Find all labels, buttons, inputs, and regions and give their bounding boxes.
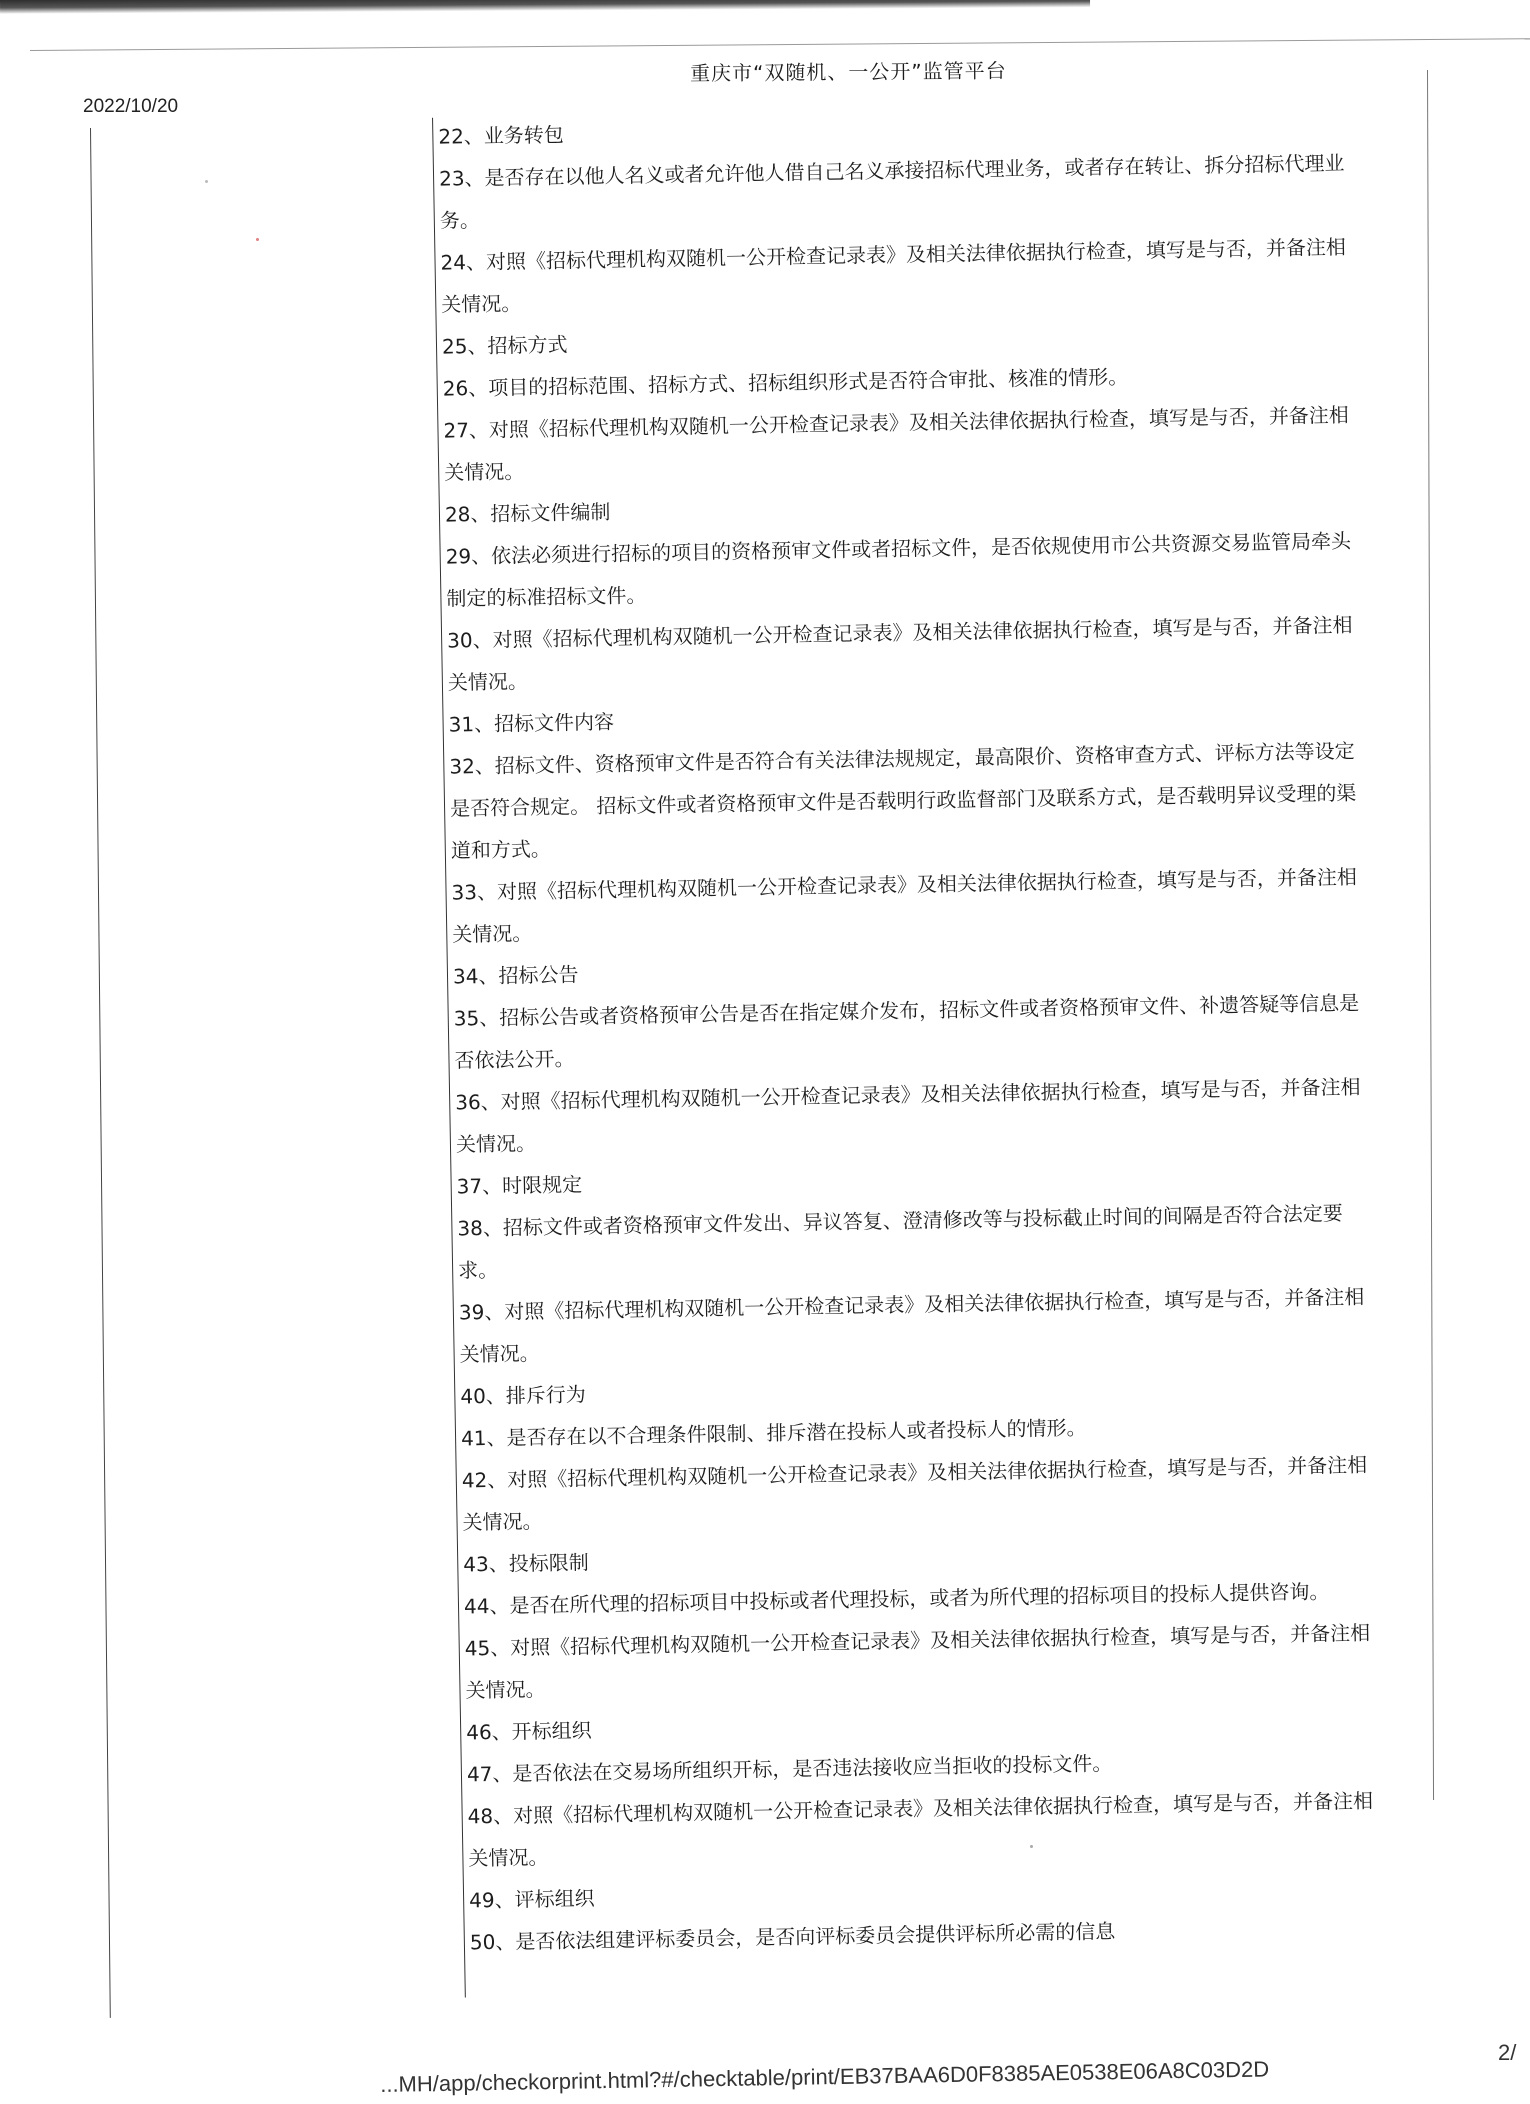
text-line: 38、招标文件或者资格预审文件发出、异议答复、澄清修改等与投标截止时间的间隔是否符合法定要 [457,1201,1343,1241]
text-line: 43、投标限制 [463,1550,589,1577]
text-line: 44、是否在所代理的招标项目中投标或者代理投标，或者为所代理的招标项目的投标人提供咨询。 [463,1579,1330,1619]
text-line: 28、招标文件编制 [444,499,611,527]
text-line: 34、招标公告 [452,962,579,989]
speck [205,180,208,183]
checklist-text [420,98,1470,1963]
text-line: 求。 [457,1257,499,1283]
text-line: 关情况。 [447,669,529,695]
text-line: 关情况。 [441,291,522,317]
text-line: 42、对照《招标代理机构双随机一公开检查记录表》及相关法律依据执行检查，填写是与否，并备注相 [461,1452,1368,1493]
text-line: 关情况。 [465,1677,546,1703]
text-line: 务。 [439,207,481,233]
text-line: 49、评标组织 [468,1886,595,1913]
print-date: 2022/10/20 [83,96,179,117]
page-title: 重庆市“双随机、一公开”监管平台 [689,58,1007,86]
speck [256,238,259,241]
text-line: 是否符合规定。 招标文件或者资格预审文件是否载明行政监督部门及联系方式，是否载明异议受理的渠 [449,780,1357,821]
text-line: 关情况。 [455,1131,537,1157]
text-line: 25、招标方式 [441,332,568,359]
text-line: 关情况。 [444,459,525,485]
text-line: 27、对照《招标代理机构双随机一公开检查记录表》及相关法律依据执行检查，填写是与否，并备注相 [443,402,1350,443]
text-line: 关情况。 [452,921,533,947]
text-line: 23、是否存在以他人名义或者允许他人借自己名义承接招标代理业务，或者存在转让、拆分招标代理业 [438,150,1345,191]
text-line: 道和方式。 [450,836,552,863]
text-line: 关情况。 [462,1509,543,1535]
text-line: 50、是否依法组建评标委员会，是否向评标委员会提供评标所必需的信息 [469,1919,1116,1955]
text-line: 24、对照《招标代理机构双随机一公开检查记录表》及相关法律依据执行检查，填写是与否，并备注相 [440,234,1347,275]
header-divider [30,38,1530,51]
text-line: 37、时限规定 [456,1172,583,1199]
text-line: 否依法公开。 [454,1046,575,1073]
text-line: 22、业务转包 [438,122,565,149]
scan-top-edge [0,0,1090,14]
text-line: 关情况。 [459,1341,540,1367]
speck [1030,1845,1033,1848]
text-line: 制定的标准招标文件。 [446,583,647,611]
footer-url: ...MH/app/checkorprint.html?#/checktable/print/EB37BAA6D0F8385AE0538E06A8C03D2D [380,2056,1270,2097]
text-line: 36、对照《招标代理机构双随机一公开检查记录表》及相关法律依据执行检查，填写是与否，并备注相 [455,1074,1361,1115]
text-line: 35、招标公告或者资格预审公告是否在指定媒介发布，招标文件或者资格预审文件、补遗答疑等信息是 [453,990,1360,1031]
text-line: 45、对照《招标代理机构双随机一公开检查记录表》及相关法律依据执行检查，填写是与否，并备注相 [464,1620,1371,1661]
left-margin-rule [90,128,111,2018]
text-line: 39、对照《招标代理机构双随机一公开检查记录表》及相关法律依据执行检查，填写是与否，并备注相 [458,1284,1365,1325]
text-line: 33、对照《招标代理机构双随机一公开检查记录表》及相关法律依据执行检查，填写是与否，并备注相 [451,864,1358,905]
text-line: 47、是否依法在交易场所组织开标，是否违法接收应当拒收的投标文件。 [466,1751,1113,1787]
page-number: 2/ [1498,2040,1517,2065]
text-line: 41、是否存在以不合理条件限制、排斥潜在投标人或者投标人的情形。 [460,1415,1087,1451]
document-body [420,98,1470,1963]
text-line: 关情况。 [468,1845,549,1871]
text-line: 48、对照《招标代理机构双随机一公开检查记录表》及相关法律依据执行检查，填写是与否，并备注相 [467,1788,1374,1829]
text-line: 26、项目的招标范围、招标方式、招标组织形式是否符合审批、核准的情形。 [442,364,1129,401]
text-line: 40、排斥行为 [460,1382,586,1409]
text-line: 30、对照《招标代理机构双随机一公开检查记录表》及相关法律依据执行检查，填写是与否，并备注相 [446,612,1353,653]
text-line: 31、招标文件内容 [448,709,615,737]
text-line: 29、依法必须进行招标的项目的资格预审文件或者招标文件，是否依规使用市公共资源交易监管局牵头 [445,528,1352,569]
text-line: 32、招标文件、资格预审文件是否符合有关法律法规规定，最高限价、资格审查方式、评标方法等设定 [449,738,1355,779]
text-line: 46、开标组织 [466,1718,592,1745]
